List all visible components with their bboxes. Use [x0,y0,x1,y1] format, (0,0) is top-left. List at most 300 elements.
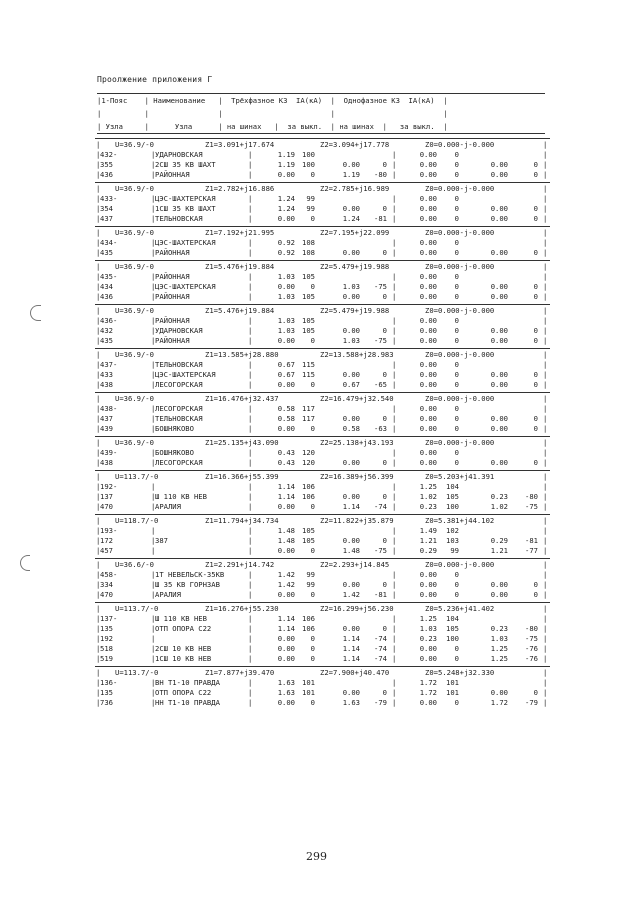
single-phase-breaker-current: 0.00 [490,458,508,467]
single-phase-bus-angle: 101 [446,688,459,697]
three-phase-bus-current: 1.63 [277,678,295,687]
single-phase-breaker-angle: -75 [525,502,538,511]
z2-value: Z2=7.900+j40.470 [320,668,390,677]
single-phase-bus-current: 0.29 [419,546,437,555]
node-name: Ш 35 КВ ГОРНЗАВ [155,580,220,589]
column-separator: | [543,624,548,633]
column-separator: | [392,698,397,707]
three-phase-bus-current: 0.00 [277,214,295,223]
single-phase-bus-current: 0.00 [419,150,437,159]
column-separator: | [151,316,156,325]
node-name: НН Т1-10 ПРАВДА [155,698,220,707]
z2-value: Z2=7.195+j22.099 [320,228,390,237]
node-name: РАЙОННАЯ [155,248,190,257]
single-phase-breaker-current: 0.00 [490,370,508,379]
column-separator: | [543,644,548,653]
z2-value: Z2=3.094+j17.778 [320,140,390,149]
column-separator: | [151,546,156,555]
three-phase-bus-angle: 101 [302,678,315,687]
column-separator: | [543,580,548,589]
voltage-value: U=36.6/-0 [115,560,154,569]
node-number: 438 [100,380,113,389]
single-phase-breaker-current: 0.00 [490,282,508,291]
node-name: ТЕЛЬНОВСКАЯ [155,214,203,223]
z1-value: Z1=11.794+j34.734 [205,516,279,525]
single-phase-breaker-angle: 0 [533,292,538,301]
single-phase-bus-current: 1.25 [419,614,437,623]
three-phase-breaker-current: 0.00 [342,370,360,379]
column-separator: | [151,424,156,433]
three-phase-breaker-angle: -74 [374,644,387,653]
node-number: 439- [100,448,118,457]
single-phase-breaker-current: 0.00 [490,590,508,599]
column-separator: | [96,590,101,599]
three-phase-bus-angle: 0 [310,634,315,643]
node-number: 137 [100,492,113,501]
three-phase-bus-current: 0.43 [277,448,295,457]
column-separator: | [392,634,397,643]
column-separator: | [543,698,548,707]
node-name: Ш 110 КВ НЕВ [155,614,207,623]
column-separator: | [248,546,253,555]
table-row [95,282,550,292]
single-phase-bus-angle: 0 [454,580,459,589]
single-phase-bus-angle: 0 [454,292,459,301]
three-phase-bus-current: 1.42 [277,570,295,579]
column-separator: | [392,194,397,203]
three-phase-breaker-current: 0.58 [342,424,360,433]
single-phase-breaker-angle: 0 [533,204,538,213]
node-number: 519 [100,654,113,663]
voltage-value: U=36.9/-0 [115,184,154,193]
column-separator: | [151,292,156,301]
three-phase-bus-angle: 0 [310,380,315,389]
column-separator: | [543,140,548,149]
column-separator: | [392,336,397,345]
column-separator: | [151,448,156,457]
column-separator: | [96,204,101,213]
three-phase-breaker-current: 0.00 [342,624,360,633]
three-phase-breaker-current: 1.19 [342,170,360,179]
single-phase-breaker-current: 0.00 [490,292,508,301]
z1-value: Z1=5.476+j19.884 [205,306,275,315]
single-phase-breaker-angle: 0 [533,580,538,589]
node-name: ЦЭС-ШАХТЕРСКАЯ [155,194,216,203]
column-separator: | [392,360,397,369]
column-separator: | [96,150,101,159]
node-name: 1Т НЕВЕЛЬСК-35КВ [155,570,225,579]
single-phase-bus-angle: 0 [454,654,459,663]
single-phase-bus-current: 0.23 [419,634,437,643]
table-row [95,492,550,502]
column-separator: | [543,238,548,247]
single-phase-bus-current: 0.00 [419,282,437,291]
column-separator: | [543,448,548,457]
column-separator: | [543,282,548,291]
three-phase-bus-angle: 105 [302,526,315,535]
node-name: 1СШ 10 КВ НЕВ [155,654,212,663]
single-phase-bus-angle: 0 [454,698,459,707]
three-phase-breaker-current: 0.00 [342,580,360,589]
column-separator: | [151,624,156,633]
column-separator: | [392,688,397,697]
column-separator: | [151,502,156,511]
single-phase-breaker-current: 0.00 [490,204,508,213]
column-separator: | [392,448,397,457]
column-separator: | [151,678,156,687]
table-row [95,614,550,624]
column-separator: | [151,272,156,281]
single-phase-breaker-current: 1.25 [490,644,508,653]
table-row [95,526,550,536]
column-separator: | [151,360,156,369]
three-phase-breaker-angle: 0 [382,458,387,467]
single-phase-bus-current: 0.00 [419,644,437,653]
voltage-value: U=113.7/-0 [115,604,159,613]
three-phase-breaker-angle: -80 [374,170,387,179]
node-name: РАЙОННАЯ [155,170,190,179]
three-phase-bus-current: 0.67 [277,360,295,369]
single-phase-bus-current: 0.00 [419,448,437,457]
header-bottom-rule [97,133,545,134]
column-separator: | [248,326,253,335]
node-number: 470 [100,590,113,599]
node-number: 435 [100,336,113,345]
table-row [95,580,550,590]
three-phase-bus-angle: 106 [302,614,315,623]
three-phase-bus-current: 1.14 [277,492,295,501]
node-block [95,260,550,302]
single-phase-bus-angle: 0 [454,644,459,653]
column-separator: | [543,590,548,599]
three-phase-bus-current: 0.67 [277,370,295,379]
voltage-value: U=36.9/-0 [115,350,154,359]
single-phase-breaker-angle: 0 [533,170,538,179]
table-row [95,404,550,414]
node-name: 1СШ 35 КВ ШАХТ [155,204,216,213]
single-phase-breaker-current: 0.00 [490,214,508,223]
z1-value: Z1=7.877+j39.470 [205,668,275,677]
column-separator: | [96,644,101,653]
column-separator: | [543,502,548,511]
z0-value: Z0=0.000-j-0.000 [425,560,495,569]
single-phase-bus-current: 0.00 [419,414,437,423]
column-separator: | [543,370,548,379]
voltage-value: U=36.9/-0 [115,306,154,315]
single-phase-bus-angle: 100 [446,502,459,511]
impedance-row [95,306,550,316]
column-separator: | [96,404,101,413]
node-name: ЦЭС-ШАХТЕРСКАЯ [155,370,216,379]
single-phase-breaker-angle: 0 [533,370,538,379]
column-separator: | [248,238,253,247]
three-phase-breaker-angle: -75 [374,546,387,555]
three-phase-bus-angle: 108 [302,248,315,257]
node-name: ЦЭС-ШАХТЕРСКАЯ [155,282,216,291]
three-phase-breaker-angle: -81 [374,590,387,599]
column-separator: | [543,526,548,535]
three-phase-breaker-angle: 0 [382,492,387,501]
three-phase-bus-angle: 106 [302,492,315,501]
column-separator: | [248,678,253,687]
z0-value: Z0=5.248+j32.330 [425,668,495,677]
z2-value: Z2=11.822+j35.879 [320,516,394,525]
three-phase-breaker-current: 1.14 [342,654,360,663]
node-number: 434- [100,238,118,247]
column-separator: | [248,526,253,535]
three-phase-breaker-current: 0.00 [342,536,360,545]
node-number: 438 [100,458,113,467]
table-row [95,194,550,204]
node-name: ЦЭС-ШАХТЕРСКАЯ [155,238,216,247]
column-separator: | [392,482,397,491]
table-row [95,678,550,688]
three-phase-breaker-current: 0.00 [342,292,360,301]
column-separator: | [543,678,548,687]
three-phase-breaker-angle: -75 [374,282,387,291]
node-name: РАЙОННАЯ [155,316,190,325]
binding-hole-mark [20,555,30,571]
single-phase-bus-current: 0.00 [419,326,437,335]
impedance-row [95,350,550,360]
column-separator: | [96,604,101,613]
single-phase-bus-angle: 101 [446,678,459,687]
binding-hole-mark [30,305,41,321]
z0-value: Z0=0.000-j-0.000 [425,184,495,193]
column-separator: | [543,482,548,491]
table-row [95,160,550,170]
single-phase-breaker-angle: 0 [533,424,538,433]
column-separator: | [248,380,253,389]
column-separator: | [96,336,101,345]
column-separator: | [96,292,101,301]
single-phase-bus-angle: 0 [454,316,459,325]
column-separator: | [543,184,548,193]
three-phase-bus-current: 0.00 [277,546,295,555]
three-phase-bus-current: 1.48 [277,526,295,535]
column-separator: | [543,248,548,257]
column-separator: | [248,404,253,413]
three-phase-bus-current: 0.92 [277,238,295,247]
three-phase-bus-angle: 100 [302,160,315,169]
column-separator: | [248,448,253,457]
table-row [95,316,550,326]
column-separator: | [151,170,156,179]
single-phase-breaker-angle: -80 [525,492,538,501]
single-phase-bus-angle: 103 [446,536,459,545]
three-phase-breaker-current: 0.00 [342,458,360,467]
column-separator: | [543,536,548,545]
column-separator: | [151,238,156,247]
single-phase-bus-angle: 0 [454,194,459,203]
column-separator: | [151,214,156,223]
single-phase-bus-current: 0.00 [419,204,437,213]
column-separator: | [151,282,156,291]
single-phase-bus-current: 1.03 [419,624,437,633]
column-separator: | [543,306,548,315]
column-separator: | [96,248,101,257]
z0-value: Z0=0.000-j-0.000 [425,228,495,237]
node-number: 436- [100,316,118,325]
node-number: 457 [100,546,113,555]
single-phase-breaker-current: 0.00 [490,170,508,179]
table-row [95,170,550,180]
single-phase-bus-current: 1.21 [419,536,437,545]
column-separator: | [392,678,397,687]
impedance-row [95,394,550,404]
single-phase-breaker-current: 1.03 [490,634,508,643]
column-separator: | [96,184,101,193]
column-separator: | [96,360,101,369]
single-phase-bus-angle: 0 [454,380,459,389]
node-name: АРАЛИЯ [155,502,181,511]
three-phase-breaker-current: 0.00 [342,492,360,501]
single-phase-bus-angle: 0 [454,170,459,179]
column-separator: | [96,350,101,359]
single-phase-bus-current: 0.00 [419,248,437,257]
node-name: 387 [155,536,168,545]
single-phase-bus-angle: 0 [454,414,459,423]
column-separator: | [543,194,548,203]
column-separator: | [248,204,253,213]
z0-value: Z0=0.000-j-0.000 [425,140,495,149]
column-separator: | [543,292,548,301]
z2-value: Z2=13.588+j28.983 [320,350,394,359]
three-phase-breaker-angle: -74 [374,502,387,511]
node-block [95,226,550,258]
z2-value: Z2=2.785+j16.989 [320,184,390,193]
single-phase-breaker-current: 1.72 [490,698,508,707]
table-row [95,590,550,600]
single-phase-bus-angle: 105 [446,624,459,633]
three-phase-breaker-current: 1.14 [342,502,360,511]
z1-value: Z1=16.366+j55.399 [205,472,279,481]
node-name: ВН Т1-10 ПРАВДА [155,678,220,687]
column-separator: | [392,214,397,223]
three-phase-breaker-current: 1.03 [342,282,360,291]
column-separator: | [96,570,101,579]
z0-value: Z0=5.203+j41.391 [425,472,495,481]
node-name: ТЕЛЬНОВСКАЯ [155,414,203,423]
column-separator: | [96,502,101,511]
column-separator: | [248,360,253,369]
node-number: 437 [100,214,113,223]
column-separator: | [96,272,101,281]
three-phase-bus-current: 1.14 [277,614,295,623]
column-separator: | [543,160,548,169]
single-phase-breaker-angle: 0 [533,214,538,223]
column-separator: | [543,336,548,345]
single-phase-bus-angle: 0 [454,282,459,291]
table-row [95,248,550,258]
column-separator: | [96,438,101,447]
three-phase-bus-angle: 99 [306,570,315,579]
node-block [95,138,550,180]
node-number: 136- [100,678,118,687]
column-separator: | [392,644,397,653]
three-phase-breaker-current: 1.63 [342,698,360,707]
node-number: 435 [100,248,113,257]
column-separator: | [392,150,397,159]
single-phase-bus-current: 0.00 [419,590,437,599]
node-number: 192- [100,482,118,491]
three-phase-bus-current: 1.19 [277,160,295,169]
column-separator: | [151,482,156,491]
column-separator: | [543,262,548,271]
column-separator: | [151,326,156,335]
three-phase-bus-angle: 0 [310,282,315,291]
node-number: 172 [100,536,113,545]
column-separator: | [96,214,101,223]
column-separator: | [543,316,548,325]
three-phase-breaker-current: 0.00 [342,414,360,423]
column-separator: | [248,624,253,633]
column-separator: | [151,580,156,589]
three-phase-bus-angle: 105 [302,292,315,301]
column-separator: | [96,160,101,169]
single-phase-bus-angle: 0 [454,404,459,413]
single-phase-bus-current: 0.00 [419,458,437,467]
three-phase-bus-angle: 105 [302,536,315,545]
column-separator: | [248,170,253,179]
single-phase-breaker-current: 1.25 [490,654,508,663]
node-name: ОТП ОПОРА С22 [155,624,212,633]
column-separator: | [96,482,101,491]
column-separator: | [543,414,548,423]
z0-value: Z0=0.000-j-0.000 [425,350,495,359]
three-phase-bus-angle: 0 [310,546,315,555]
three-phase-bus-angle: 117 [302,404,315,413]
z2-value: Z2=25.138+j43.193 [320,438,394,447]
column-separator: | [248,698,253,707]
column-separator: | [543,380,548,389]
three-phase-bus-current: 0.00 [277,634,295,643]
column-separator: | [151,160,156,169]
table-row [95,204,550,214]
impedance-row [95,472,550,482]
three-phase-breaker-angle: -63 [374,424,387,433]
three-phase-breaker-angle: 0 [382,536,387,545]
node-name: РАЙОННАЯ [155,272,190,281]
three-phase-bus-current: 1.03 [277,316,295,325]
three-phase-breaker-angle: -74 [374,634,387,643]
node-number: 432- [100,150,118,159]
voltage-value: U=36.9/-0 [115,228,154,237]
column-separator: | [96,326,101,335]
table-row [95,326,550,336]
z0-value: Z0=0.000-j-0.000 [425,262,495,271]
node-number: 458- [100,570,118,579]
column-separator: | [392,614,397,623]
table-row [95,698,550,708]
single-phase-breaker-angle: -76 [525,654,538,663]
header-line-1: |1-Пояс | Наименование | Трёхфазное КЗ IA(кА) | Однофазное КЗ IA(кА) | [97,96,448,105]
node-name: 2СШ 10 КВ НЕВ [155,644,212,653]
node-block [95,514,550,556]
single-phase-bus-current: 0.00 [419,272,437,281]
column-separator: | [543,472,548,481]
table-row [95,688,550,698]
node-block [95,558,550,600]
three-phase-breaker-angle: 0 [382,292,387,301]
column-separator: | [392,546,397,555]
single-phase-breaker-current: 0.00 [490,248,508,257]
node-number: 135 [100,624,113,633]
three-phase-breaker-current: 1.14 [342,634,360,643]
column-separator: | [248,634,253,643]
column-separator: | [248,458,253,467]
three-phase-bus-current: 0.00 [277,282,295,291]
